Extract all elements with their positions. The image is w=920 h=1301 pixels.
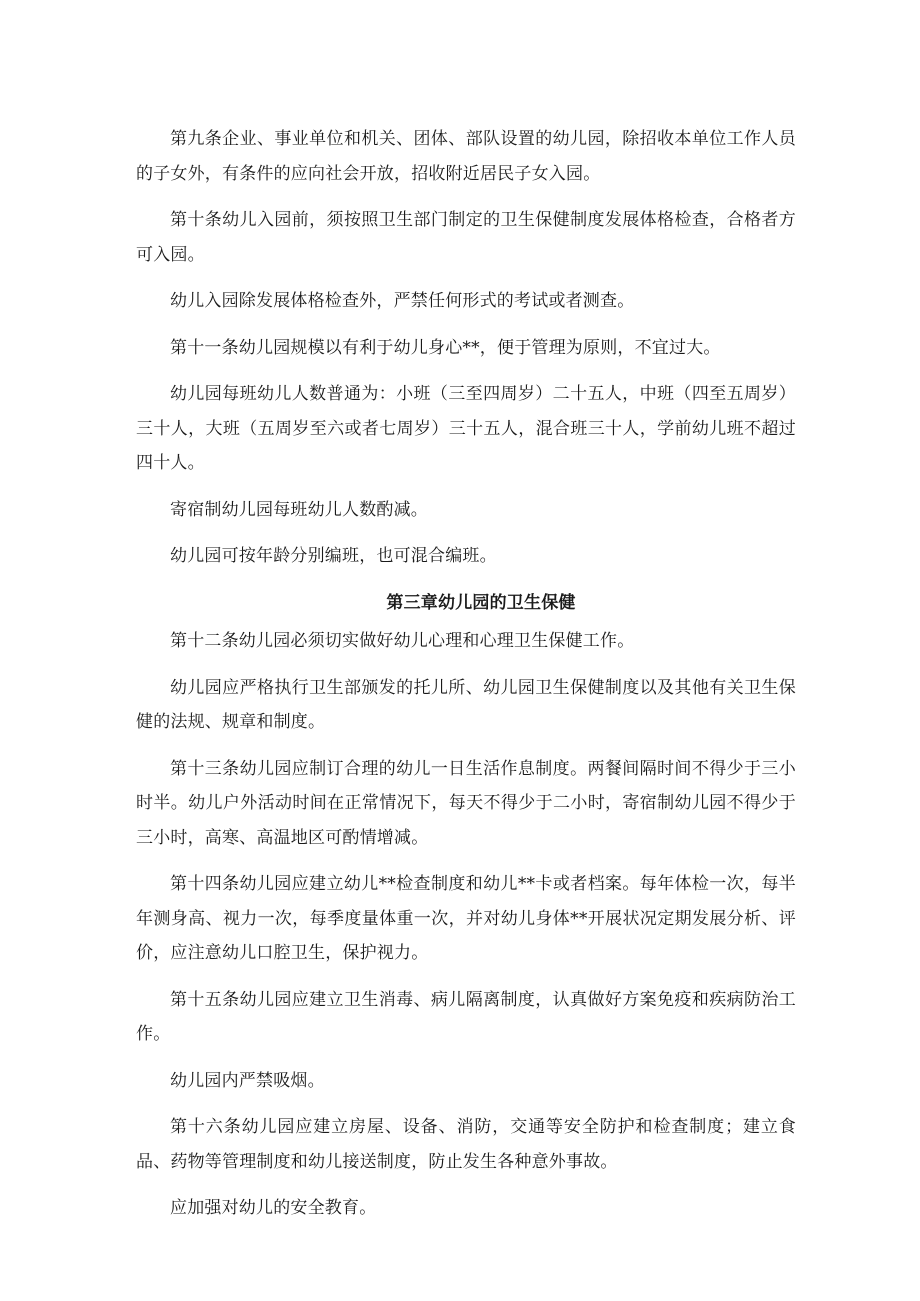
chapter-heading: 第三章幼儿园的卫生保健 [386, 592, 576, 613]
document-body [136, 122, 796, 1238]
paragraph-article-14: 第十四条幼儿园应建立幼儿**检查制度和幼儿**卡或者档案。每年体检一次，每半年测身高、视力一次，每季度量体重一次，并对幼儿身体**开展状况定期发展分析、评价，应注意幼儿口腔卫生，保护视力。 [136, 874, 796, 963]
paragraph-article-13: 第十三条幼儿园应制订合理的幼儿一日生活作息制度。两餐间隔时间不得少于三小时半。幼儿户外活动时间在正常情况下，每天不得少于二小时，寄宿制幼儿园不得少于三小时，高寒、高温地区可酌情增减。 [136, 758, 796, 848]
paragraph-health-rules: 幼儿园应严格执行卫生部颁发的托儿所、幼儿园卫生保健制度以及其他有关卫生保健的法规、规章和制度。 [136, 677, 796, 732]
paragraph-class-size: 幼儿园每班幼儿人数普通为：小班（三至四周岁）二十五人，中班（四至五周岁）三十人，大班（五周岁至六或者七周岁）三十五人，混合班三十人，学前幼儿班不超过四十人。 [136, 384, 796, 473]
paragraph-article-16: 第十六条幼儿园应建立房屋、设备、消防，交通等安全防护和检查制度；建立食品、药物等管理制度和幼儿接送制度，防止发生各种意外事故。 [136, 1117, 796, 1172]
paragraph-article-15: 第十五条幼儿园应建立卫生消毒、病儿隔离制度，认真做好方案免疫和疾病防治工作。 [136, 989, 796, 1044]
paragraph-boarding-size: 寄宿制幼儿园每班幼儿人数酌减。 [170, 499, 428, 520]
paragraph-class-grouping: 幼儿园可按年龄分别编班，也可混合编班。 [170, 546, 497, 566]
paragraph-admission-exam: 幼儿入园除发展体格检查外，严禁任何形式的考试或者测查。 [170, 291, 635, 311]
paragraph-article-11: 第十一条幼儿园规模以有利于幼儿身心**，便于管理为原则，不宜过大。 [170, 337, 721, 358]
paragraph-no-smoking: 幼儿园内严禁吸烟。 [170, 1070, 325, 1091]
paragraph-article-9: 第九条企业、事业单位和机关、团体、部队设置的幼儿园，除招收本单位工作人员的子女外，有条件的应向社会开放，招收附近居民子女入园。 [136, 129, 796, 184]
paragraph-article-12: 第十二条幼儿园必须切实做好幼儿心理和心理卫生保健工作。 [170, 631, 635, 651]
paragraph-safety-education: 应加强对幼儿的安全教育。 [170, 1198, 377, 1218]
paragraph-article-10: 第十条幼儿入园前，须按照卫生部门制定的卫生保健制度发展体格检查，合格者方可入园。 [136, 210, 796, 265]
